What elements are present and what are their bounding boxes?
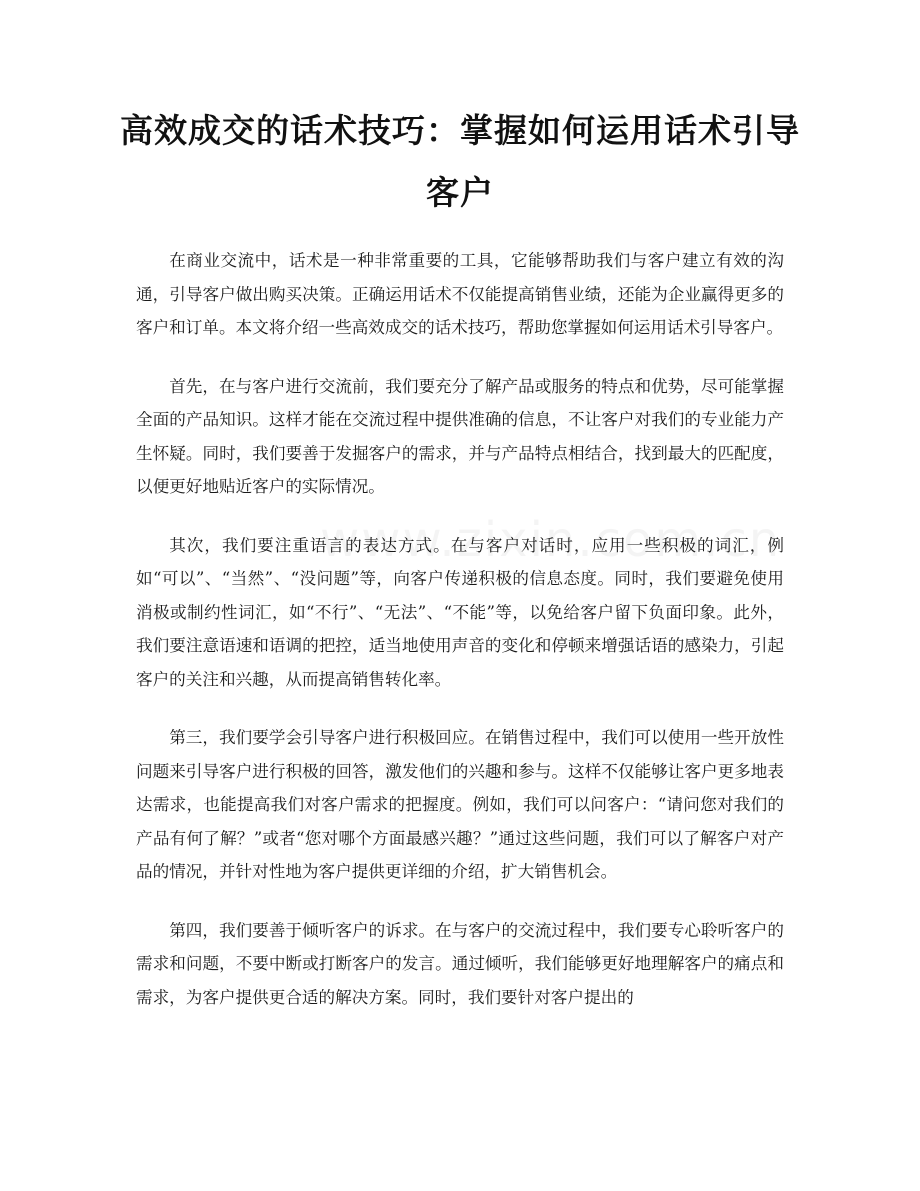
paragraph-third: 第三，我们要学会引导客户进行积极回应。在销售过程中，我们可以使用一些开放性问题来引导客户进行积极的回答，激发他们的兴趣和参与。这样不仅能够让客户更多地表达需求，也能提高我们对客户需求的把握度。例如，我们可以问客户：“请问您对我们的产品有何了解？”或者“您对哪个方面最感兴趣？”通过这些问题，我们可以了解客户对产品的情况，并针对性地为客户提供更详细的介绍，扩大销售机会。 xyxy=(136,728,784,881)
paragraph-fourth: 第四，我们要善于倾听客户的诉求。在与客户的交流过程中，我们要专心聆听客户的需求和问题，不要中断或打断客户的发言。通过倾听，我们能够更好地理解客户的痛点和需求，为客户提供更合适的解决方案。同时，我们要针对客户提出的 xyxy=(136,920,784,1007)
document-title: 高效成交的话术技巧：掌握如何运用话术引导客户 xyxy=(120,111,800,212)
paragraph-intro: 在商业交流中，话术是一种非常重要的工具，它能够帮助我们与客户建立有效的沟通，引导客户做出购买决策。正确运用话术不仅能提高销售业绩，还能为企业赢得更多的客户和订单。本文将介绍一些高效成交的话术技巧，帮助您掌握如何运用话术引导客户。 xyxy=(136,251,784,337)
paragraph-first: 首先，在与客户进行交流前，我们要充分了解产品或服务的特点和优势，尽可能掌握全面的产品知识。这样才能在交流过程中提供准确的信息，不让客户对我们的专业能力产生怀疑。同时，我们要善于发掘客户的需求，并与产品特点相结合，找到最大的匹配度，以便更好地贴近客户的实际情况。 xyxy=(136,376,784,496)
paragraph-second: 其次，我们要注重语言的表达方式。在与客户对话时，应用一些积极的词汇，例如“可以”、“当然”、“没问题”等，向客户传递积极的信息态度。同时，我们要避免使用消极或制约性词汇，如“不行”、“无法”、“不能”等，以免给客户留下负面印象。此外，我们要注意语速和语调的把控，适当地使用声音的变化和停顿来增强话语的感染力，引起客户的关注和兴趣，从而提高销售转化率。 xyxy=(136,535,784,689)
document-body xyxy=(136,244,784,1039)
